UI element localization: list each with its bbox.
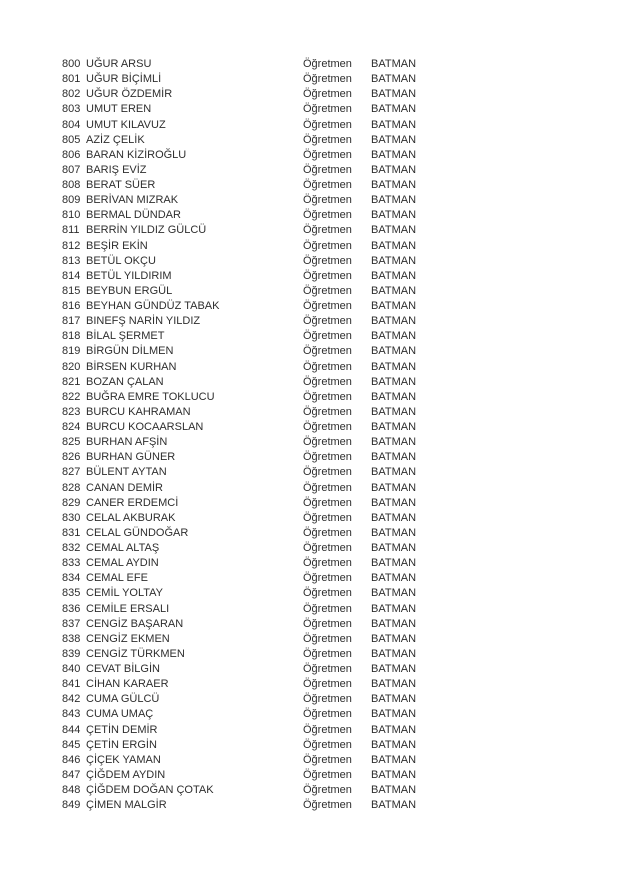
person-province: BATMAN xyxy=(371,269,417,282)
list-item xyxy=(0,133,620,148)
row-number: 805 xyxy=(62,133,81,146)
person-name: BERİVAN MIZRAK xyxy=(86,194,179,207)
person-title: Öğretmen xyxy=(303,663,352,675)
person-name: CELAL AKBURAK xyxy=(86,511,176,524)
list-item xyxy=(0,299,620,314)
person-title: Öğretmen xyxy=(303,678,352,691)
row-number: 827 xyxy=(62,466,81,479)
person-name: CUMA UMAÇ xyxy=(86,708,154,721)
list-item xyxy=(0,420,620,435)
person-province: BATMAN xyxy=(371,557,417,570)
list-item xyxy=(0,435,620,450)
row-number: 833 xyxy=(62,557,81,570)
person-name: BINEFŞ NARİN YILDIZ xyxy=(86,315,201,328)
person-province: BATMAN xyxy=(371,118,417,131)
person-province: BATMAN xyxy=(371,300,417,312)
list-item xyxy=(0,72,620,87)
person-title: Öğretmen xyxy=(303,163,352,176)
person-name: BİRSEN KURHAN xyxy=(86,360,177,373)
person-title: Öğretmen xyxy=(303,118,352,131)
row-number: 837 xyxy=(62,617,81,630)
person-province: BATMAN xyxy=(371,194,417,207)
person-province: BATMAN xyxy=(371,133,417,146)
list-item xyxy=(0,602,620,617)
person-name: UĞUR ÖZDEMİR xyxy=(86,88,173,101)
list-item xyxy=(0,148,620,163)
list-item xyxy=(0,102,620,117)
person-name: BARIŞ EVİZ xyxy=(86,163,147,176)
row-number: 807 xyxy=(62,163,81,176)
person-title: Öğretmen xyxy=(303,224,352,237)
list-item xyxy=(0,87,620,102)
person-name: CENGİZ EKMEN xyxy=(86,632,170,645)
person-name: ÇİÇEK YAMAN xyxy=(86,753,161,766)
person-title: Öğretmen xyxy=(303,148,352,161)
person-province: BATMAN xyxy=(371,587,417,600)
person-province: BATMAN xyxy=(371,511,417,524)
person-name: CENGİZ BAŞARAN xyxy=(86,617,184,630)
person-title: Öğretmen xyxy=(303,73,352,86)
person-name: BEYHAN GÜNDÜZ TABAK xyxy=(86,300,220,312)
person-title: Öğretmen xyxy=(303,557,352,570)
row-number: 801 xyxy=(62,73,81,86)
row-number: 804 xyxy=(62,118,81,131)
row-number: 830 xyxy=(62,511,81,524)
row-number: 802 xyxy=(62,88,81,101)
person-title: Öğretmen xyxy=(303,693,352,706)
row-number: 849 xyxy=(62,799,81,812)
person-province: BATMAN xyxy=(371,768,417,781)
row-number: 811 xyxy=(62,224,80,237)
row-number: 843 xyxy=(62,708,81,721)
person-province: BATMAN xyxy=(371,632,417,645)
person-name: CUMA GÜLCÜ xyxy=(86,693,160,706)
person-name: ÇETİN DEMİR xyxy=(86,723,158,736)
person-title: Öğretmen xyxy=(303,723,352,736)
person-title: Öğretmen xyxy=(303,542,352,554)
list-item xyxy=(0,632,620,647)
person-province: BATMAN xyxy=(371,784,417,796)
person-province: BATMAN xyxy=(371,663,417,675)
row-number: 828 xyxy=(62,481,81,494)
person-name: BURHAN AFŞİN xyxy=(86,436,168,449)
person-title: Öğretmen xyxy=(303,360,352,373)
person-name: CEMİL YOLTAY xyxy=(86,587,164,600)
row-number: 816 xyxy=(62,300,81,312)
person-title: Öğretmen xyxy=(303,103,352,116)
person-title: Öğretmen xyxy=(303,300,352,312)
person-name: BEYBUN ERGÜL xyxy=(86,284,173,297)
person-title: Öğretmen xyxy=(303,511,352,524)
person-province: BATMAN xyxy=(371,451,417,464)
person-province: BATMAN xyxy=(371,723,417,736)
person-name: CANAN DEMİR xyxy=(86,481,164,494)
row-number: 831 xyxy=(62,526,81,539)
person-province: BATMAN xyxy=(371,254,417,267)
person-title: Öğretmen xyxy=(303,451,352,464)
person-province: BATMAN xyxy=(371,738,417,751)
row-number: 806 xyxy=(62,148,81,161)
list-item xyxy=(0,390,620,405)
person-province: BATMAN xyxy=(371,753,417,766)
person-name: UĞUR ARSU xyxy=(86,58,152,70)
person-province: BATMAN xyxy=(371,58,417,70)
row-number: 823 xyxy=(62,405,81,418)
person-title: Öğretmen xyxy=(303,133,352,146)
list-item xyxy=(0,314,620,329)
person-title: Öğretmen xyxy=(303,572,352,585)
list-item xyxy=(0,329,620,344)
list-item xyxy=(0,556,620,571)
row-number: 821 xyxy=(62,375,81,388)
person-province: BATMAN xyxy=(371,526,417,539)
row-number: 820 xyxy=(62,360,81,373)
person-name: CİHAN KARAER xyxy=(86,678,169,691)
list-item xyxy=(0,178,620,193)
list-item xyxy=(0,239,620,254)
person-name: CEVAT BİLGİN xyxy=(86,663,160,675)
person-title: Öğretmen xyxy=(303,496,352,509)
person-province: BATMAN xyxy=(371,799,417,812)
person-title: Öğretmen xyxy=(303,390,352,403)
person-province: BATMAN xyxy=(371,375,417,388)
row-number: 803 xyxy=(62,103,81,116)
person-title: Öğretmen xyxy=(303,284,352,297)
list-item xyxy=(0,481,620,496)
row-number: 839 xyxy=(62,647,81,660)
person-province: BATMAN xyxy=(371,436,417,449)
list-item xyxy=(0,118,620,133)
person-province: BATMAN xyxy=(371,542,417,554)
person-title: Öğretmen xyxy=(303,209,352,222)
person-title: Öğretmen xyxy=(303,753,352,766)
person-province: BATMAN xyxy=(371,103,417,116)
person-province: BATMAN xyxy=(371,421,417,433)
row-number: 842 xyxy=(62,693,81,706)
person-name: BERMAL DÜNDAR xyxy=(86,209,181,222)
person-title: Öğretmen xyxy=(303,194,352,207)
person-name: ÇETİN ERGİN xyxy=(86,738,157,751)
person-title: Öğretmen xyxy=(303,708,352,721)
person-province: BATMAN xyxy=(371,73,417,86)
row-number: 822 xyxy=(62,390,81,403)
list-item xyxy=(0,193,620,208)
person-province: BATMAN xyxy=(371,405,417,418)
person-name: BÜLENT AYTAN xyxy=(86,466,167,479)
person-title: Öğretmen xyxy=(303,421,352,433)
person-name: AZİZ ÇELİK xyxy=(86,133,145,146)
row-number: 815 xyxy=(62,284,81,297)
row-number: 819 xyxy=(62,345,81,358)
person-province: BATMAN xyxy=(371,496,417,509)
person-name: CANER ERDEMCİ xyxy=(86,496,179,509)
row-number: 800 xyxy=(62,58,81,70)
person-name: BİLAL ŞERMET xyxy=(86,330,165,343)
person-name: UMUT KILAVUZ xyxy=(86,118,166,131)
list-item xyxy=(0,254,620,269)
person-province: BATMAN xyxy=(371,224,417,237)
person-name: BEŞİR EKİN xyxy=(86,239,148,252)
row-number: 832 xyxy=(62,542,81,554)
person-title: Öğretmen xyxy=(303,768,352,781)
person-province: BATMAN xyxy=(371,315,417,328)
person-province: BATMAN xyxy=(371,345,417,358)
person-name: CEMAL EFE xyxy=(86,572,148,585)
list-item xyxy=(0,163,620,178)
person-name: BETÜL YILDIRIM xyxy=(86,269,172,282)
list-item xyxy=(0,526,620,541)
person-title: Öğretmen xyxy=(303,375,352,388)
row-number: 841 xyxy=(62,678,81,691)
person-province: BATMAN xyxy=(371,466,417,479)
person-province: BATMAN xyxy=(371,239,417,252)
person-province: BATMAN xyxy=(371,708,417,721)
person-province: BATMAN xyxy=(371,88,417,101)
row-number: 813 xyxy=(62,254,81,267)
list-item xyxy=(0,208,620,223)
person-title: Öğretmen xyxy=(303,239,352,252)
person-province: BATMAN xyxy=(371,390,417,403)
person-name: CENGİZ TÜRKMEN xyxy=(86,647,185,660)
person-name: BİRGÜN DİLMEN xyxy=(86,345,174,358)
list-item xyxy=(0,284,620,299)
person-name: UĞUR BİÇİMLİ xyxy=(86,73,162,86)
row-number: 818 xyxy=(62,330,81,343)
list-item xyxy=(0,465,620,480)
row-number: 817 xyxy=(62,315,81,328)
person-title: Öğretmen xyxy=(303,88,352,101)
list-item xyxy=(0,723,620,738)
person-name: ÇİĞDEM AYDIN xyxy=(86,768,166,781)
person-province: BATMAN xyxy=(371,617,417,630)
person-province: BATMAN xyxy=(371,678,417,691)
person-province: BATMAN xyxy=(371,360,417,373)
person-title: Öğretmen xyxy=(303,481,352,494)
person-name: ÇİMEN MALGİR xyxy=(86,799,167,812)
person-name: BERRİN YILDIZ GÜLCÜ xyxy=(86,224,207,237)
row-number: 810 xyxy=(62,209,81,222)
row-number: 814 xyxy=(62,269,81,282)
person-province: BATMAN xyxy=(371,179,417,191)
person-province: BATMAN xyxy=(371,602,417,615)
person-title: Öğretmen xyxy=(303,179,352,191)
person-title: Öğretmen xyxy=(303,330,352,343)
person-title: Öğretmen xyxy=(303,799,352,812)
row-number: 834 xyxy=(62,572,81,585)
row-number: 846 xyxy=(62,753,81,766)
person-title: Öğretmen xyxy=(303,602,352,615)
person-name: CEMİLE ERSALI xyxy=(86,602,170,615)
person-name: BURCU KAHRAMAN xyxy=(86,405,191,418)
person-title: Öğretmen xyxy=(303,784,352,796)
list-item xyxy=(0,450,620,465)
row-number: 845 xyxy=(62,738,81,751)
row-number: 808 xyxy=(62,179,81,191)
teacher-roster-list xyxy=(0,57,620,813)
list-item xyxy=(0,269,620,284)
list-item xyxy=(0,511,620,526)
list-item xyxy=(0,405,620,420)
person-name: BUĞRA EMRE TOKLUCU xyxy=(86,390,215,403)
list-item xyxy=(0,586,620,601)
list-item xyxy=(0,768,620,783)
person-title: Öğretmen xyxy=(303,345,352,358)
list-item xyxy=(0,798,620,813)
person-title: Öğretmen xyxy=(303,738,352,751)
row-number: 824 xyxy=(62,421,81,433)
list-item xyxy=(0,541,620,556)
person-name: ÇİĞDEM DOĞAN ÇOTAK xyxy=(86,784,214,796)
person-province: BATMAN xyxy=(371,209,417,222)
person-province: BATMAN xyxy=(371,693,417,706)
person-province: BATMAN xyxy=(371,148,417,161)
person-name: CELAL GÜNDOĞAR xyxy=(86,526,189,539)
person-name: BOZAN ÇALAN xyxy=(86,375,164,388)
person-title: Öğretmen xyxy=(303,526,352,539)
list-item xyxy=(0,375,620,390)
person-title: Öğretmen xyxy=(303,632,352,645)
row-number: 826 xyxy=(62,451,81,464)
list-item xyxy=(0,647,620,662)
list-item xyxy=(0,707,620,722)
person-province: BATMAN xyxy=(371,330,417,343)
row-number: 812 xyxy=(62,239,81,252)
row-number: 840 xyxy=(62,663,81,675)
list-item xyxy=(0,738,620,753)
person-province: BATMAN xyxy=(371,647,417,660)
person-name: BURCU KOCAARSLAN xyxy=(86,421,204,433)
person-title: Öğretmen xyxy=(303,647,352,660)
person-name: BURHAN GÜNER xyxy=(86,451,176,464)
row-number: 809 xyxy=(62,194,81,207)
list-item xyxy=(0,783,620,798)
person-province: BATMAN xyxy=(371,481,417,494)
person-title: Öğretmen xyxy=(303,254,352,267)
list-item xyxy=(0,692,620,707)
list-item xyxy=(0,677,620,692)
list-item xyxy=(0,496,620,511)
person-province: BATMAN xyxy=(371,572,417,585)
list-item xyxy=(0,360,620,375)
person-title: Öğretmen xyxy=(303,58,352,70)
person-title: Öğretmen xyxy=(303,617,352,630)
person-name: BERAT SÜER xyxy=(86,179,156,191)
person-title: Öğretmen xyxy=(303,269,352,282)
row-number: 836 xyxy=(62,602,81,615)
list-item xyxy=(0,57,620,72)
row-number: 844 xyxy=(62,723,81,736)
row-number: 825 xyxy=(62,436,81,449)
person-province: BATMAN xyxy=(371,163,417,176)
person-name: BARAN KİZİROĞLU xyxy=(86,148,187,161)
row-number: 848 xyxy=(62,784,81,796)
person-title: Öğretmen xyxy=(303,436,352,449)
person-name: BETÜL OKÇU xyxy=(86,254,156,267)
person-title: Öğretmen xyxy=(303,466,352,479)
list-item xyxy=(0,344,620,359)
person-name: CEMAL AYDIN xyxy=(86,557,159,570)
person-name: UMUT EREN xyxy=(86,103,152,116)
list-item xyxy=(0,662,620,677)
person-title: Öğretmen xyxy=(303,315,352,328)
row-number: 838 xyxy=(62,632,81,645)
list-item xyxy=(0,617,620,632)
row-number: 847 xyxy=(62,768,81,781)
person-title: Öğretmen xyxy=(303,405,352,418)
list-item xyxy=(0,571,620,586)
person-title: Öğretmen xyxy=(303,587,352,600)
person-name: CEMAL ALTAŞ xyxy=(86,542,160,554)
row-number: 829 xyxy=(62,496,81,509)
person-province: BATMAN xyxy=(371,284,417,297)
row-number: 835 xyxy=(62,587,81,600)
list-item xyxy=(0,753,620,768)
list-item xyxy=(0,223,620,238)
